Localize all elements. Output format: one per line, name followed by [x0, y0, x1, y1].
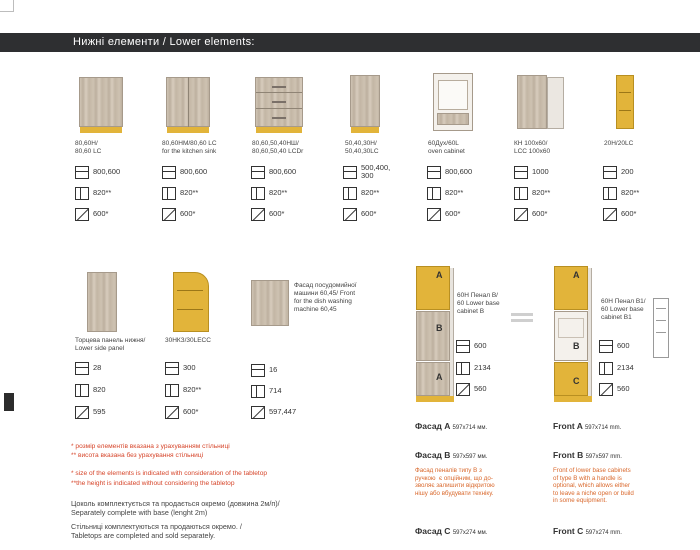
side-panel-image [87, 272, 117, 332]
tall-cabinet-left-top-front [416, 266, 450, 310]
depth-icon [165, 406, 179, 419]
width-dimension: 800,600 [75, 164, 120, 180]
facade-note-ua: Фасад пеналів типу В з ручкою є опційним, що до- зволяє залишити відкритою нішу або вбудувати техніку. [415, 467, 495, 497]
oven-niche [438, 80, 468, 110]
depth-icon [456, 383, 470, 396]
facade-c-en: Front C 597х274 mm. [553, 526, 622, 536]
width-icon [75, 362, 89, 375]
depth-dimension: 600* [162, 206, 195, 222]
depth-dimension: 597,447 [251, 404, 296, 420]
height-dimension: 820** [75, 185, 111, 201]
item-caption: 60Н Пенал В/ 60 Lower base cabinet B [457, 292, 500, 315]
item-caption: 80,60,50,40НШ/ 80,60,50,40 LCDr [252, 140, 304, 155]
height-dimension: 820** [165, 382, 201, 398]
height-dimension: 820** [603, 185, 639, 201]
height-icon [251, 187, 265, 200]
depth-icon [427, 208, 441, 221]
shelf-line [619, 92, 631, 93]
width-icon [599, 340, 613, 353]
height-icon [603, 187, 617, 200]
section-title: Нижні елементи / Lower elements: [73, 36, 255, 48]
facade-letter: B [436, 323, 443, 333]
drawer-handle [272, 101, 286, 103]
width-icon [343, 166, 357, 179]
note-ua-2: ** висота вказана без урахування стільниці [71, 452, 204, 459]
depth-dimension: 600* [75, 206, 108, 222]
height-icon [343, 187, 357, 200]
facade-c-ua: Фасад C 597х274 мм. [415, 526, 488, 536]
width-dimension: 800,600 [427, 164, 472, 180]
cabinet-base [554, 396, 592, 402]
facade-note-en: Front of lower base cabinets of type B with a handle is optional, which allows either to leave a niche open or build in some equipment. [553, 467, 634, 504]
cabinet-base [351, 127, 379, 133]
depth-dimension: 600* [251, 206, 284, 222]
cabinet-base [416, 396, 454, 402]
tall-cabinet-left-side [450, 268, 454, 396]
facade-letter: A [436, 372, 443, 382]
drawer-handle [272, 86, 286, 88]
note-ua-1: * розмір елементів вказана з урахуванням стільниці [71, 443, 230, 450]
facade-b-ua: Фасад B 597х597 мм. [415, 450, 488, 460]
width-dimension: 600 [599, 338, 630, 354]
outline-shelf [656, 332, 666, 333]
width-dimension: 800,600 [251, 164, 296, 180]
width-dimension: 800,600 [162, 164, 207, 180]
item-caption: Фасад посудомийної машини 60,45/ Front for the dish washing machine 60,45 [294, 282, 357, 313]
tabletop-note: Стільниці комплектуються та продаються окремо. / Tabletops are completed and sold separately. [71, 522, 242, 540]
width-icon [427, 166, 441, 179]
width-dimension: 500,400, 300 [343, 162, 390, 182]
depth-icon [251, 406, 265, 419]
width-icon [456, 340, 470, 353]
width-icon [603, 166, 617, 179]
depth-icon [514, 208, 528, 221]
width-icon [514, 166, 528, 179]
depth-dimension: 600* [165, 404, 198, 420]
door-split [188, 77, 189, 127]
depth-icon [75, 406, 89, 419]
height-dimension: 820** [162, 185, 198, 201]
height-dimension: 2134 [456, 360, 491, 376]
item-caption: 80,60Н/ 80,60 LC [75, 140, 102, 155]
width-dimension: 16 [251, 362, 277, 378]
drawer-line [256, 92, 302, 93]
height-dimension: 820** [343, 185, 379, 201]
depth-dimension: 600* [343, 206, 376, 222]
tall-cabinet-left-bottom-front [416, 362, 450, 396]
height-dimension: 820** [251, 185, 287, 201]
height-icon [75, 187, 89, 200]
depth-icon [251, 208, 265, 221]
depth-icon [599, 383, 613, 396]
facade-a-en: Front A 597х714 mm. [553, 421, 622, 431]
width-dimension: 300 [165, 360, 196, 376]
facade-b-en: Front B 597х597 mm. [553, 450, 622, 460]
item-caption: 60Дух/60L oven cabinet [428, 140, 465, 155]
shelf-line [619, 110, 631, 111]
dash-divider [511, 319, 533, 322]
width-icon [165, 362, 179, 375]
cabinet-base [167, 127, 209, 133]
height-dimension: 2134 [599, 360, 634, 376]
cabinet-base [256, 127, 302, 133]
tall-cabinet-right-bottom-front [554, 362, 588, 396]
cabinet-80-60h-image [79, 77, 123, 127]
depth-dimension: 600* [427, 206, 460, 222]
depth-dimension: 600* [514, 206, 547, 222]
height-icon [251, 385, 265, 398]
depth-dimension: 560 [599, 381, 630, 397]
drawer-handle [272, 117, 286, 119]
depth-icon [75, 208, 89, 221]
height-icon [162, 187, 176, 200]
depth-icon [162, 208, 176, 221]
oven-drawer [437, 113, 469, 125]
corner-cabinet-side [547, 77, 564, 129]
width-dimension: 28 [75, 360, 101, 376]
shelf-line [177, 290, 203, 291]
height-icon [456, 362, 470, 375]
height-dimension: 820** [427, 185, 463, 201]
width-dimension: 600 [456, 338, 487, 354]
depth-icon [343, 208, 357, 221]
crop-mark [0, 0, 14, 12]
facade-a-ua: Фасад A 597х714 мм. [415, 421, 488, 431]
tall-cabinet-left-middle-front [416, 311, 450, 361]
item-caption: 20Н/20LC [604, 140, 634, 147]
width-icon [251, 166, 265, 179]
shelf-line [177, 309, 203, 310]
depth-dimension: 600* [603, 206, 636, 222]
outline-shelf [656, 320, 666, 321]
width-dimension: 1000 [514, 164, 549, 180]
facade-letter: A [436, 270, 443, 280]
corner-cabinet-image [517, 75, 547, 129]
note-en-2: **the height is indicated without considering the tabletop [71, 480, 235, 487]
item-caption: 80,60НМ/80,60 LC for the kitchen sink [162, 140, 217, 155]
width-icon [162, 166, 176, 179]
niche-inner [558, 318, 584, 338]
facade-letter: A [573, 270, 580, 280]
height-dimension: 820 [75, 382, 106, 398]
section-header [0, 33, 700, 52]
depth-dimension: 560 [456, 381, 487, 397]
height-icon [599, 362, 613, 375]
item-caption: Торцева панель нижня/ Lower side panel [75, 337, 146, 352]
depth-icon [603, 208, 617, 221]
item-caption: КН 100х60/ LCC 100х60 [514, 140, 551, 155]
facade-letter: C [573, 376, 580, 386]
cabinet-outline-drawing [653, 298, 669, 358]
item-caption: 60Н Пенал В1/ 60 Lower base cabinet B1 [601, 298, 646, 321]
height-icon [75, 384, 89, 397]
page-side-tab [4, 393, 14, 411]
dash-divider [511, 313, 533, 316]
height-icon [165, 384, 179, 397]
height-icon [514, 187, 528, 200]
item-caption: 50,40,30Н/ 50,40,30LC [345, 140, 379, 155]
open-cabinet-image [616, 75, 634, 129]
height-icon [427, 187, 441, 200]
height-dimension: 820** [514, 185, 550, 201]
width-dimension: 200 [603, 164, 634, 180]
tall-cabinet-right-side [588, 268, 592, 396]
width-icon [251, 364, 265, 377]
cabinet-base [80, 127, 122, 133]
item-caption: 30НКЗ/30LECC [165, 337, 211, 344]
dishwasher-front-image [251, 280, 289, 326]
open-corner-cabinet-image [173, 272, 209, 332]
outline-shelf [656, 308, 666, 309]
note-en-1: * size of the elements is indicated with consideration of the tabletop [71, 470, 268, 477]
depth-dimension: 595 [75, 404, 106, 420]
tall-cabinet-right-top-front [554, 266, 588, 310]
facade-letter: B [573, 341, 580, 351]
width-icon [75, 166, 89, 179]
drawer-line [256, 108, 302, 109]
plinth-note: Цоколь комплектується та продається окремо (довжина 2м/п)/ Separately complete with base (lenght 2m) [71, 499, 280, 517]
height-dimension: 714 [251, 383, 282, 399]
cabinet-narrow-image [350, 75, 380, 127]
